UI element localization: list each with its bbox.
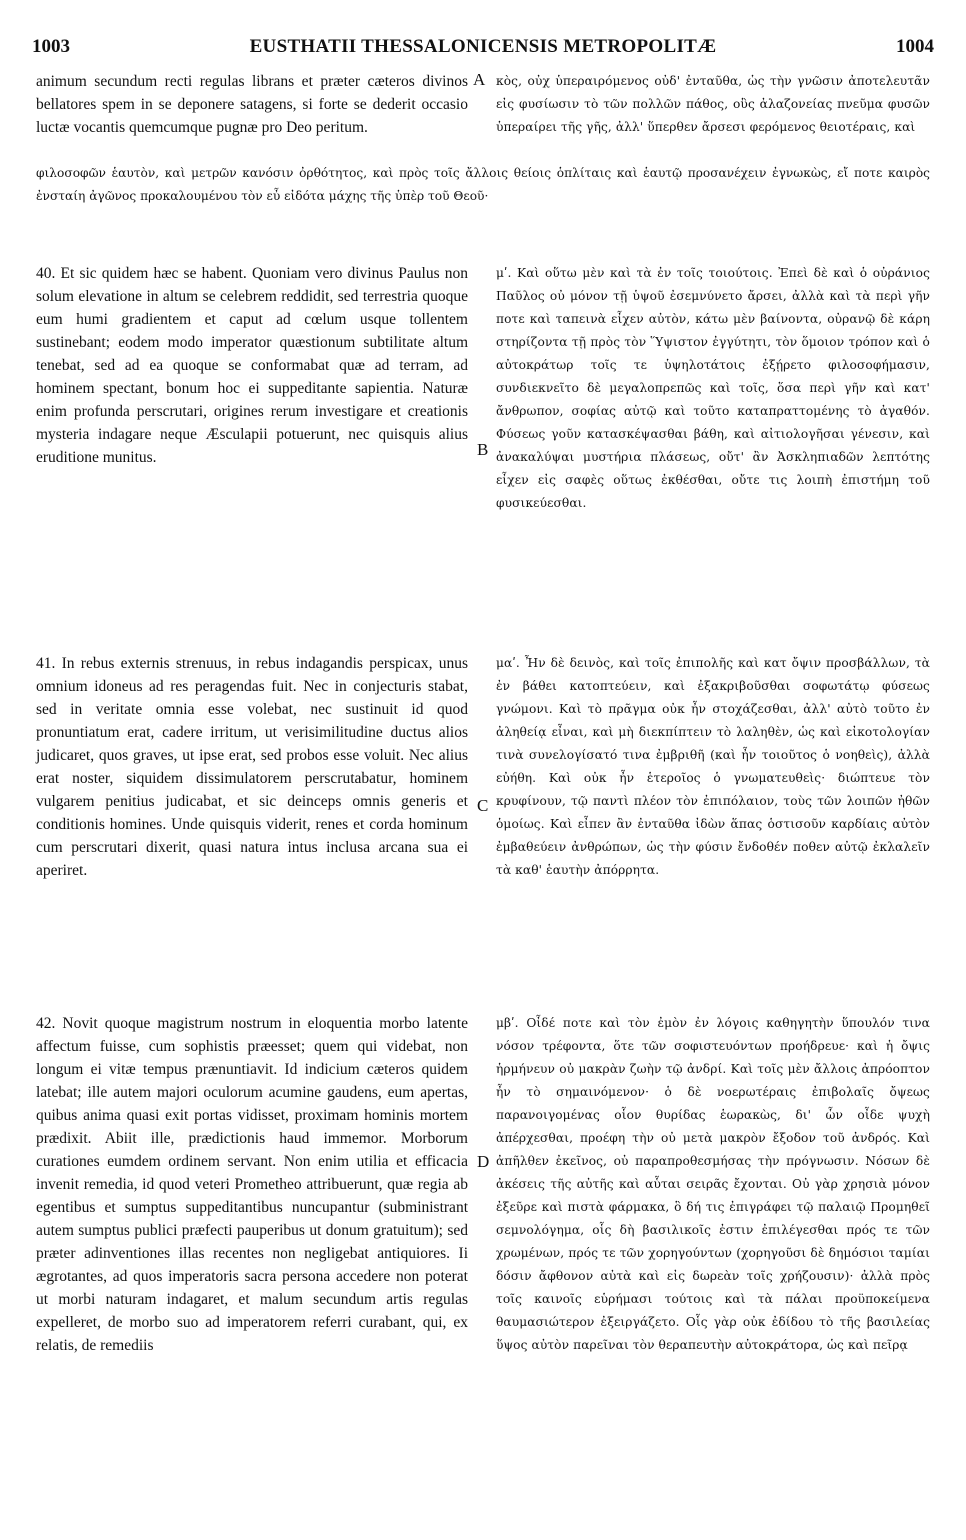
section-41-latin-text: 41. In rebus externis strenuus, in rebus indagandis perspicax, unus omnium idoneus ad res peragendas fuit. Nec in conjecturis stabat, sed in veritate omnia esse volebat, nec sustinuit id quod pronuntiatum erat, cadere irritum, ut verisimilitudine ductus alios judicaret, quos graves, ut ipse erat, sed probos esse voluit. Nec alius erat noster, siquidem dissimulatorem perscrutabatur, hominem vulgarem penitius judicabat, et sic deinceps omnis generis et conditionis homines. Unde quisquis viderit, renes et corda hominum cum perscrutari dixerit, quasi natura intus inclusa arcana sua ei aperiret. [36,655,468,879]
running-title: EUSTHATII THESSALONICENSIS METROPOLITÆ [249,36,717,57]
section-40-latin [36,262,468,552]
intro-latin [36,70,468,164]
page-number-right: 1004 [896,36,934,57]
intro-latin-text: animum secundum recti regulas librans et præter cæteros divinos bellatores spem in se deponere satagens, si forte se dederit occasio luctæ vocantis quemcumque pugnæ pro Deo peritum. [36,73,468,136]
section-40-greek [496,262,930,592]
section-42-greek-text: μβʹ. Οἶδέ ποτε καὶ τὸν ἐμὸν ἐν λόγοις καθηγητὴν ὕπουλόν τινα νόσον τρέφοντα, ὅτε τῶν σοφιστευόντων προήδρευε· καὶ ἡ ὄψις ἡρμήνευν οὐ μακρὰν ζωὴν τῷ ἀνδρί. Καὶ τοῖς μὲν ἄλλοις ἀπρόοπτον ἦν τὸ σημαινόμενον· ὁ δὲ νοερωτέραις ἐπιβολαῖς ὄψεως παρανοιγομένας οἷον θυρίδας ἑωρακὼς, δι' ὧν οἶδε ψυχὴ ἀπέρχεσθαι, προέφη τὴν οὐ μετὰ μακρὸν ἔξοδον τοῦ ἀνδρός. Καὶ ἀπῆλθεν ἐκεῖνος, οὐ παραπροθεσμήσας τὴν πρόγνωσιν. Νόσων δὲ ἀκέσεις τῆς αὐτῆς καὶ αὗται σειρᾶς ἔχονται. Οὐ γὰρ χρησιὰ μόνον ἐξεῦρε καὶ πιστὰ φάρμακα, ὃ δή τις ἐπιγράφει τῷ παλαιῷ Προμηθεῖ σεμνολόγημα, οἷς δὴ βασιλικοῖς ἐστιν ἐπιλέγεσθαι πρός τε τῶν χρωμένων, πρός τε τῶν χορηγούντων (χορηγοῦσι δὲ δημόσιοι ταμίαι δόσιν ἄφθονον αὐτὰ καὶ εἰς δωρεὰν τοῖς χρήζουσιν)· ἀλλὰ πρὸς τοῖς καινοῖς εὑρήμασι τούτοις καὶ τὰ πάλαι προϋποκείμενα θαυμασιώτερον ἐξειργάζετο. Οἷς γὰρ οὐκ ἐδίδου τὸ τῆς βασιλείας ὕψος αὐτὸν παρεῖναι τὸν θεραπευτὴν αὐτοκράτορα, ὡς καὶ πεῖρᾳ [496,1016,930,1352]
intro-greek-text: κὸς, οὐχ ὑπεραιρόμενος οὐδ' ἐνταῦθα, ὡς τὴν γνῶσιν ἀποτελευτᾶν εἰς φυσίωσιν τὸ τῶν πολλῶν πάθος, οὓς ἀλαζονείας πνεῦμα φυσῶν ὑπεραίρει τῆς γῆς, ἀλλ' ὕπερθεν ἄρσεσι φερόμενος θειοτέραις, καὶ [496,74,930,134]
intro-greek [496,70,930,164]
section-letter-c: C [477,796,489,815]
running-header [32,36,934,64]
section-letter-b: B [477,440,489,459]
section-41-greek-text: μαʹ. Ἦν δὲ δεινὸς, καὶ τοῖς ἐπιπολῆς καὶ κατ ὄψιν προσβάλλων, τὰ ἐν βάθει κατοπτεύειν, καὶ ἐξακριβοῦσθαι σοφωτάτῳ φύσεως γνώμονι. Καὶ τὸ πρᾶγμα οὐκ ἦν στοχάζεσθαι, ἀλλ' αὐτὸ τοῦτο ἐν ἀληθείᾳ εἶναι, καὶ μὴ διεκπίπτειν τὸ λαληθὲν, ὡς καὶ εἰκοτολογίαν τινὰ συνελογίσατό τινα ἐμβριθῆ (καὶ ἦν τοιοῦτος ὁ νοηθεὶς), ἀλλὰ εὐήθη. Καὶ οὐκ ἦν ἑτεροῖος ὁ γνωματευθεὶς· διώπτευε τὸν κρυφίνουν, τῷ παντὶ πλέον τὸν ἐπιπόλαιον, τοὺς τῶν λοιπῶν ἠθῶν ὁμοίως. Καὶ εἶπεν ἂν ἐνταῦθα ἰδὼν ἅπας ὁστισοῦν καρδίαις αὐτὸν ἐμβαθεύειν ἀνθρώπων, ὡς τὴν φύσιν ἔνδοθέν ποθεν αὐτῷ ἐκλαλεῖν τὰ καθ' ἑαυτὴν ἀπόρρητα. [496,656,930,877]
section-42-greek [496,1012,930,1512]
section-42-latin [36,1012,468,1512]
section-40-greek-text: μʹ. Καὶ οὕτω μὲν καὶ τὰ ἐν τοῖς τοιούτοις. Ἐπεὶ δὲ καὶ ὁ οὐράνιος Παῦλος οὐ μόνον τῇ ὑψοῦ ἐσεμνύνετο ἄρσει, ἀλλὰ καὶ τὰ περὶ γῆν ποτε καὶ ταπεινὰ εἶχεν αὐτὸν, κάτω μὲν βαίνοντα, οὐρανῷ δὲ κάρη στηρίζοντα τῇ πρὸς τὸν Ὕψιστον ἐγγύτητι, τὸν ὅμοιον τρόπον καὶ ὁ αὐτοκράτωρ τοῖς τε ὑψηλοτάτοις ἐξῄρετο φιλοσοφήμασιν, συνδιεκνεῖτο δὲ μεγαλοπρεπῶς καὶ τοῖς, ὅσα περὶ γῆν καὶ κατ' ἄνθρωπον, σοφίας αὐτῷ καὶ τοῦτο καταπραττομένης τὸ ἀγαθόν. Φύσεως γοῦν κατασκέψασθαι βάθη, καὶ αἰτιολογῆσαι γένεσιν, καὶ ἀνακαλύψαι μυστήρια πλάσεως, οὔτ' ἂν Ἀσκληπιαδῶν λεπτότης εἶχεν εἰς σαφὲς οὕτως ἐκθέσθαι, οὔτε τις λοιπὴ ἐπιστήμη τοῦ φυσικεύεσθαι. [496,266,930,510]
section-41-greek [496,652,930,952]
section-42-latin-text: 42. Novit quoque magistrum nostrum in eloquentia morbo latente affectum fuisse, cum sophistis præesset; quem qui videbat, non longum ei vitæ tempus prænuntiavit. Id indicium cæteros quidem latebat; ille autem majori oculorum acumine gaudens, eum apertas, quibus anima quasi exit portas vidisset, proximam hominis mortem prædixit. Abiit ille, prædictionis haud immemor. Morborum curationes eumdem ordinem servant. Non enim utilia et efficacia invenit remedia, id quod veteri Prometheo attribuerunt, quæ regia ab egentibus et sumptus suppeditantibus nuncupantur (subministrant autem sumptus publici præfecti pauperibus ut donum gratuitum); sed præter adinventiones illas recentes non negligebat antiquiores. Ii ægrotantes, ad quos imperatoris sacra persona accedere non poterat ut morbi naturam indagaret, et malum secundum artis regulas expelleret, de morbo suo ad imperatorem referri curabant, qui, ex relatis, de remediis [36,1015,468,1354]
section-letter-a: A [473,70,486,89]
section-letter-d: D [477,1152,490,1171]
section-40-latin-text: 40. Et sic quidem hæc se habent. Quoniam vero divinus Paulus non solum elevatione in altum se celebrem reddidit, sed terrestria quoque eum humi gradientem et caput ad cœlum usque tollentem sustinebant; eodem modo imperator quæstionum subtilitate altum tenebat, sed ad ea quoque se conformabat quæ ad terram, ad hominem spectant, bonum hoc ei suppeditante sapientia. Naturæ enim profunda perscrutari, origines rerum investigare et creationis mysteria indagare neque Æsculapii potuerunt, nec quisquis alius eruditione munitus. [36,265,468,466]
intro-fullwidth-text: φιλοσοφῶν ἑαυτὸν, καὶ μετρῶν κανόσιν ὀρθότητος, καὶ πρὸς τοῖς ἄλλοις θείοις ὁπλίταις καὶ ἑαυτῷ προσανέχειν ἐγνωκὼς, εἴ ποτε καιρὸς ἐνσταίη ἀγῶνος προκαλουμένου τὸν εὖ εἰδότα μάχης τῆς ὑπὲρ τοῦ Θεοῦ· [36,166,930,203]
section-41-latin [36,652,468,952]
page-number-left: 1003 [32,36,70,57]
intro-fullwidth-greek [36,162,930,234]
